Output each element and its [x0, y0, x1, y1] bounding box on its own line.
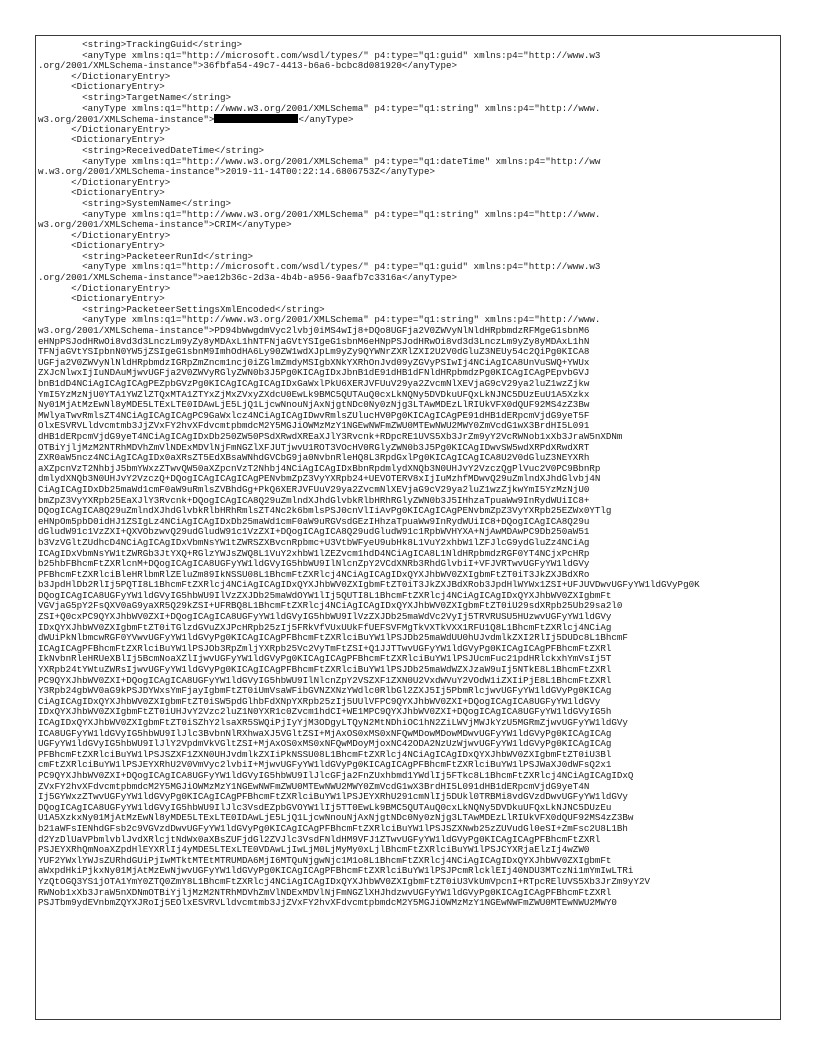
encoded-line: DQogICAgICA8UGFyYW1ldGVyIG5hbWU9IlVzZXJDb25maWdOYW1lIj5QUTI8L1BhcmFtZXRlcj4NCiAgICAgIDxQYXJhbWV0ZXIgbmFt [38, 590, 612, 601]
encoded-line: ZSI+Q0cxPC9QYXJhbWV0ZXI+DQogICAgICA8UGFyYW1ldGVyIG5hbWU9IlVzZXJDb25maWdVc2VyIj5TRVRUSU5HUzwvUGFyYW1ldGVy [38, 612, 612, 623]
encoded-line: PC9QYXJhbWV0ZXI+DQogICAgICA8UGFyYW1ldGVyIG5hbWU9IlNlcnZpY2VSZXF1ZXN0U2VxdWVuY2VOdW1iZXIiPjE8L1BhcmFtZXRl [38, 675, 612, 686]
encoded-line: PSJEYXRhQmNoaXZpdHlEYXRlIj4yMDE5LTExLTE0VDAwLjIwLjM0LjMyMy0xLjlBhcmFtZXRlciBuYW1lPSJCYXRjaElzIj4wZW0 [38, 845, 590, 856]
encoded-line: ICAgIDxVbmNsYW1tZWRGb3JtYXQ+RGlzYWJsZWQ8L1VuY2xhbW1lZEZvcm1hdD4NCiAgICA8L1NldHRpbmdzRGF0YT4NCjxPcHRp [38, 548, 590, 559]
encoded-line: b3JpdHlDb2RlIj5PQTI8L1BhcmFtZXRlcj4NCiAgICAgIDxQYXJhbWV0ZXIgbmFtZT0iT3JkZXJBdXRob3JpdHlWYWx1ZSI+UFJUVDwvUGFyYW1ldGVyPg0K [38, 580, 700, 591]
encoded-line: PFBhcmFtZXRlciBuYW1lPSJSZXF1ZXN0UHJvdmlkZXIiPkNSSU08L1BhcmFtZXRlcj4NCiAgICAgIDxQYXJhbWV0ZXIgbmFtZT0iU3Bl [38, 749, 612, 760]
encoded-settings-block [38, 326, 780, 909]
encoded-line: IDxQYXJhbWV0ZXIgbmFtZT0iTGlzdGVuZXJPcHRpb25zIj5FRkVfVUxUUkFfUEFSVFMgTkVXTkVXX1RFU1Q8L1BhcmFtZXRlcj4NCiAg [38, 622, 612, 633]
encoded-line: bnB1dD4NCiAgICAgICAgPEZpbGVzPg0KICAgICAgICAgIDxGaWxlPkU6XERJVFUuV29ya2ZvcmNlXEVjaG9cV29ya2luZ1wzZjkw [38, 379, 590, 389]
encoded-line: ICAgICAgPFBhcmFtZXRlciBuYW1lPSJOb3RpZmljYXRpb25Vc2VyTmFtZSI+Q1JJTTwvUGFyYW1ldGVyPg0KICAgICAgPFBhcmFtZXRl [38, 643, 612, 654]
xml-line: .org/2001/XMLSchema-instance">36fbfa54-49c7-4413-b6a6-bcbc8d081920</anyType> [38, 61, 458, 72]
encoded-line: VGVjaG5pY2FsQXV0aG9yaXR5Q29kZSI+UFRBQ8L1BhcmFtZXRlcj4NCiAgICAgIDxQYXJhbWV0ZXIgbmFtZT0iU29sdXRpb25Ub29sa2l0 [38, 601, 623, 612]
xml-line: <DictionaryEntry> [38, 241, 165, 252]
encoded-line: dHB1dERpcmVjdG9yeT4NCiAgICAgIDxDb250ZW50PSdXRwdXREaXJlY3Rvcnk+RDpcRE1UVS5Xb3JrZm9yY2VcRWNob1xXb3JraW5nXDNm [38, 431, 623, 442]
encoded-line: YUF2YWxlYWJsZURhdGUiPjIwMTktMTEtMTRUMDA6MjI6MTQuNjgwNjc1M1o8L1BhcmFtZXRlcj4NCiAgICAgIDxQYXJhbWV0ZXIgbmFt [38, 855, 612, 866]
encoded-line: ZVxFY2hvXFdvcmtpbmdcM2Y5MGJiOWMzMzY1NGEwNWFmZWU0MTEwNWU2MWY0ZmVcdG1wX3BrdHI5L091dHB1dERpcmVjdG9yeT4N [38, 781, 590, 792]
xml-line-suffix: </anyType> [298, 114, 354, 125]
encoded-line: MWlyaTwvRmlsZT4NCiAgICAgICAgPC9GaWxlcz4NCiAgICAgIDwvRmlsZUlucHV0Pg0KICAgICAgPE91dHB1dERpcmVjdG9yeT5F [38, 410, 590, 421]
xml-line: w.w3.org/2001/XMLSchema-instance">2019-11-14T00:22:14.6806753Z</anyType> [38, 167, 435, 178]
encoded-line: UGFyYW1ldGVyIG5hbWU9IlJlY2VpdmVkVGltZSI+MjAxOS0xMS0xNFQwMDoyMjoxNC42ODA2NzUzWjwvUGFyYW1ldGVyPg0KICAgICAg [38, 739, 612, 750]
encoded-line: dWUiPkNlbmcwRGF0YVwvUGFyYW1ldGVyPg0KICAgICAgPFBhcmFtZXRlciBuYW1lPSJDb25maWdUU0hUJvdmlkZXI2RlIj5DUDc8L1BhcmF [38, 633, 628, 644]
xml-line: <anyType xmlns:q1="http://microsoft.com/wsdl/types/" p4:type="q1:guid" xmlns:p4="http://www.w3 [38, 262, 601, 273]
encoded-line: UGFja2V0ZWVyNlNldHRpbmdzIGRpZmZncm1ncj0iZGlmZmdyMSIgbXNkYXRhOnJvd09yZGVyPSIwIj4NCiAgICA8UnVuSWQ+YWUx [38, 357, 590, 368]
xml-line: </DictionaryEntry> [38, 71, 171, 82]
encoded-line: CiAgICAgIDxDb25maWd1cmF0aW9uRmlsZVBhdGg+PkQ6XERJVFUuV29ya2ZvcmNlXEVjaG9cV29ya2luZ1wzZjkwYmI5YzMzNjU0 [38, 484, 590, 495]
encoded-line: CiAgICAgIDxQYXJhbWV0ZXIgbmFtZT0iSW5pdGlhbFdXNpYXRpb25zIj5UUlVFPC9QYXJhbWV0ZXI+DQogICAgICA8UGFyYW1ldGVy [38, 696, 601, 707]
encoded-line: PC9QYXJhbWV0ZXI+DQogICAgICA8UGFyYW1ldGVyIG5hbWU9IlJlcGFja2FnZUxhbmd1YWdlIj5FTkc8L1BhcmFtZXRlcj4NCiAgICAgIDxQ [38, 770, 634, 781]
encoded-line: Ny01MjAtMzEwNl8yMDE5LTExLTE0IDAwLjE5LjQ1LjcwNnouNjAxNjgtNDc0Ny0zNjg3LTAwMDEzLlRIUkVFX0dQUF92MS4zZ3Bw [38, 400, 590, 411]
xml-line: <string>ReceivedDateTime</string> [38, 145, 265, 156]
encoded-line: YzQtOGQ3YS1jOTA1YmY0ZTQ0ZmY8L1BhcmFtZXRlcj4NCiAgICAgIDxQYXJhbWV0ZXIgbmFtZT0iU3VkUmVpcnI+RTpcRElUVS5Xb3JrZm9yY2V [38, 876, 650, 887]
encoded-line: RWNob1xXb3JraW5nXDNmOTBiYjljMzM2NTRhMDVhZmVlNDExMDVlNjFmNGZlXHJhdzwvUGFyYW1ldGVyPg0KICAgICAgPFBhcmFtZXRl [38, 887, 612, 898]
encoded-line: ICA8UGFyYW1ldGVyIG5hbWU9IlJlc3BvbnNlRXhwaXJ5VGltZSI+MjAxOS0xMS0xNFQwMDowMDowMDwvUGFyYW1ldGVyPg0KICAgICAg [38, 728, 612, 739]
encoded-line: IkNvbnRleHRUeXBlIj5BcmNoaXZlIjwvUGFyYW1ldGVyPg0KICAgICAgPFBhcmFtZXRlciBuYW1lPSJUcmFuc21pdHRlckxhYmVsIj5T [38, 654, 612, 665]
xml-line: <string>TrackingGuid</string> [38, 40, 242, 50]
encoded-line: PSJTbm9ydEVnbmZQYXJRoIj5EOlxESVRVLldvcmtmb3JjZVxFY2hvXFdvcmtpbmdcM2Y5MGJiOWMzMzY1NGEwNWFmZWU0MTEwNWU2MWY0 [38, 898, 617, 909]
encoded-line: OlxESVRVLldvcmtmb3JjZVxFY2hvXFdvcmtpbmdcM2Y5MGJiOWMzMzY1NGEwNWFmZWU0MTEwNWU2MWY0ZmVcdG1wX3BrdHI5L091 [38, 421, 590, 432]
encoded-line: DQogICAgICA8Q29uZmlndXJhdGlvbkRlbHRhRmlsZT4Nc2k6bmlsPSJ0cnVlIiAvPg0KICAgICAgPENvbmZpZ3VyYXRpb25EZWx0YTlg [38, 506, 612, 517]
encoded-line: aWxpdHkiPjkxNy01MjAtMzEwNjwvUGFyYW1ldGVyPg0KICAgICAgPFBhcmFtZXRlciBuYW1lPSJPcmRlcklEIj40NDU3MTczNi1mYmIwLTRi [38, 866, 634, 877]
xml-line: .org/2001/XMLSchema-instance">ae12b36c-2d3a-4b4b-a956-9aafb7c3316a</anyType> [38, 273, 458, 284]
xml-line: <string>TargetName</string> [38, 92, 231, 103]
encoded-line: YXRpb24tYWtuZWRsIjwvUGFyYW1ldGVyPg0KICAgICAgPFBhcmFtZXRlciBuYW1lPSJDb25maWdWZXJzaW9uIj5NTkE8L1BhcmFtZXRl [38, 665, 612, 676]
encoded-line: PFBhcmFtZXRlciBleHRlbmRlZEluZm89IkNSSU08L1BhcmFtZXRlcj4NCiAgICAgIDxQYXJhbWV0ZXIgbmFtZT0iT3JkZXJBdXRo [38, 569, 590, 580]
encoded-line: d2YzDlUaVPbmlvblJvdXRlcjtNdWx0aXBsZUFjdGl2ZVJlc3VsdFNldHM9VFJ1ZTwvUGFyYW1ldGVyPg0KICAgICAgPFBhcmFtZXRl [38, 834, 601, 845]
encoded-line: bmZpZ3VyYXRpb25EaXJlY3Rvcnk+DQogICAgICA8Q29uZmlndXJhdGlvbkRlbHRhRGlyZWN0b3J5IHhzaTpuaWw9InRydWUiIC8+ [38, 495, 590, 506]
encoded-line: ICAgIDxQYXJhbWV0ZXIgbmFtZT0iSZhY2lsaXR5SWQiPjIyYjM3ODgyLTQyN2MtNDhiOC1hN2ZiLWVjMWJkYzU5MGRmZjwvUGFyYW1ldGVy [38, 718, 628, 728]
xml-line: </DictionaryEntry> [38, 124, 171, 135]
xml-line: <anyType xmlns:q1="http://www.w3.org/2001/XMLSchema" p4:type="q1:string" xmlns:p4="http://www. [38, 103, 601, 114]
encoded-line: aXZpcnVzT2NhbjJ5bmYWxzZTwvQW50aXZpcnVzT2Nhbj4NCiAgICAgIDxBbnRpdmlydXNQb3N0UHJvY2VzczQgPlVuc2V0PC9BbnRp [38, 463, 601, 474]
encoded-line: w3.org/2001/XMLSchema-instance">PD94bWwgdmVyc2lvbj0iMS4wIj8+DQo8UGFja2V0ZWVyNlNldHRpbmdzRFMgeG1sbnM6 [38, 326, 590, 337]
encoded-line: U1A5XzkxNy01MjAtMzEwNl8yMDE5LTExLTE0IDAwLjE5LjQ1LjcwNnouNjAxNjgtNDc0Ny0zNjg3LTAwMDEzLlRIUkVFX0dQUF92MS4zZ3Bw [38, 813, 634, 824]
encoded-line: IDxQYXJhbWV0ZXIgbmFtZT0iUHJvY2Vzc2luZ1N0YXR1c0Zvcm1hdCI+WE1MPC9QYXJhbWV0ZXI+DQogICAgICA8UGFyYW1ldGVyIG5h [38, 707, 612, 718]
xml-line: w3.org/2001/XMLSchema-instance">CRIM</anyType> [38, 220, 292, 231]
xml-line: <DictionaryEntry> [38, 188, 165, 199]
encoded-line: ZXJcNlwxIjIuNDAuMjwvUGFja2V0ZWVyRGlyZWN0b3J5Pg0KICAgIDxJbnB1dE91dHB1dFNldHRpbmdzPg0KICAgICAgPEpvbGVJ [38, 368, 590, 379]
xml-line: <anyType xmlns:q1="http://www.w3.org/2001/XMLSchema" p4:type="q1:string" xmlns:p4="http://www. [38, 209, 601, 220]
encoded-line: cmFtZXRlciBuYW1lPSJEYXRhU2V0VmVyc2lvbiI+MjwvUGFyYW1ldGVyPg0KICAgICAgPFBhcmFtZXRlciBuYW1lPSJWaXJ0dWFsQ2x1 [38, 760, 612, 771]
encoded-line: eHNpOm5pbD0idHJ1ZSIgLz4NCiAgICAgIDxDb25maWd1cmF0aW9uRGVsdGEzIHhzaTpuaWw9InRydWUiIC8+DQogICAgICA8Q29u [38, 516, 590, 527]
redaction-bar [214, 114, 298, 123]
xml-line: <anyType xmlns:q1="http://microsoft.com/wsdl/types/" p4:type="q1:guid" xmlns:p4="http://www.w3 [38, 50, 601, 61]
xml-line: <anyType xmlns:q1="http://www.w3.org/2001/XMLSchema" p4:type="q1:string" xmlns:p4="http://www. [38, 315, 601, 326]
encoded-line: b21aWFsIENhdGFsb2c9VGVzdDwvUGFyYW1ldGVyPg0KICAgICAgPFBhcmFtZXRlciBuYW1lPSJSZXNwb25zZUVudGl0eSI+ZmFsc2U8L1Bh [38, 823, 628, 834]
xml-line: </DictionaryEntry> [38, 177, 171, 188]
encoded-line: TFNjaGVtYSIpbnN0YW5jZSIgeG1sbnM9ImhOdHA6Ly90ZW1wdXJpLm9yZy9QYWNrZXRlZXI2U2V0dGluZ3NEUy54c2QiPg0KICA8 [38, 347, 590, 358]
xml-line: <string>PacketeerSettingsXmlEncoded</string> [38, 304, 325, 315]
encoded-line: Y3Rpb24gbWV0aG9kPSJDYWxsYmFjayIgbmFtZT0iUmVsaWFibGVNZXNzYWdlc0RlbGl2ZXJ5Ij5PbmRlcjwvUGFyYW1ldGVyPg0KICAg [38, 686, 612, 697]
xml-line: <string>PacketeerRunId</string> [38, 251, 254, 262]
document-page [35, 35, 781, 1020]
encoded-line: Ij5GYWxzZTwvUGFyYW1ldGVyPg0KICAgICAgPFBhcmFtZXRlciBuYW1lPSJEYXRhU291cmNlIj5DUkl0TRBMi8vdGVzdDwvUGFyYW1ldGVy [38, 792, 628, 803]
xml-line: </DictionaryEntry> [38, 230, 171, 241]
xml-line: <anyType xmlns:q1="http://www.w3.org/2001/XMLSchema" p4:type="q1:dateTime" xmlns:p4="http://ww [38, 156, 601, 167]
encoded-line: ZXR0aW5ncz4NCiAgICAgIDx0aXRsZT5EdXBsaWNhdGVCbG9ja0NvbnRleHQ8L3RpdGxlPg0KICAgICAgICA8U2V0dGluZ3NEYXRh [38, 453, 590, 464]
encoded-line: eHNpPSJodHRwOi8vd3d3LnczLm9yZy8yMDAxL1hNTFNjaGVtYSIgeG1sbnM6eHNpPSJodHRwOi8vd3d3LnczLm9yZy8yMDAxL1hN [38, 336, 590, 347]
xml-line: </DictionaryEntry> [38, 283, 171, 294]
encoded-line: b3VzVGltZUdhcD4NCiAgICAgIDxVbmNsYW1tZWRSZXBvcnRpbmc+U3VtbWFyeU9ubHk8L1VuY2xhbW1lZFJlcG9ydGluZz4NCiAg [38, 537, 590, 548]
encoded-line: b25hbFBhcmFtZXRlcnM+DQogICAgICA8UGFyYW1ldGVyIG5hbWU9IlNlcnZpY2VCdXNRb3RhdGlvbiI+VFJVRTwvUGFyYW1ldGVy [38, 559, 590, 570]
xml-line-target-name-value [38, 114, 780, 125]
xml-line-prefix: w3.org/2001/XMLSchema-instance"> [38, 114, 215, 125]
xml-line: <DictionaryEntry> [38, 82, 165, 93]
encoded-line: dGludW91c1VzZXI+QXVObzwvQ29udGludW91c1VzZXI+DQogICAgICA8Q29udGludW91c1RpbWVHYXA+NjAwMDAwPC9Db250aW51 [38, 527, 590, 538]
encoded-line: dmlydXNQb3N0UHJvY2VzczQ+DQogICAgICAgICAgPENvbmZpZ3VyYXRpb24+UEVOTERV8xIjIuMzhfMDwvQ29uZmlndXJhdGlvbj4N [38, 474, 601, 485]
xml-line: <DictionaryEntry> [38, 294, 165, 305]
xml-document-body [38, 40, 780, 909]
encoded-line: YmI5YzMzNjU0YTA1YWZlZTQxMTA1ZTYxZjMxZVxyZXdcU0EwLk9BMC5QUTAuQ0cxLkNQNy5DVDkuUFQxLkNJNC5DUzEuU1A5Xzkx [38, 389, 590, 400]
encoded-line: OTBiYjljMzM2NTRhMDVhZmVlNDExMDVlNjFmNGZlXFJUTjwvU1ROT3VOcHV0RGlyZWN0b3J5Pg0KICAgIDwvSW5wdXRPdXRwdXRT [38, 442, 590, 453]
xml-line: <DictionaryEntry> [38, 135, 165, 146]
encoded-line: DQogICAgICA8UGFyYW1ldGVyIG5hbWU9IlJlc3VsdEZpbGVOYW1lIj5TT0EwLk9BMC5QUTAuQ0cxLkNQNy5DVDkuUFQxLkNJNC5DUzEu [38, 802, 612, 813]
xml-line: <string>SystemName</string> [38, 198, 231, 209]
